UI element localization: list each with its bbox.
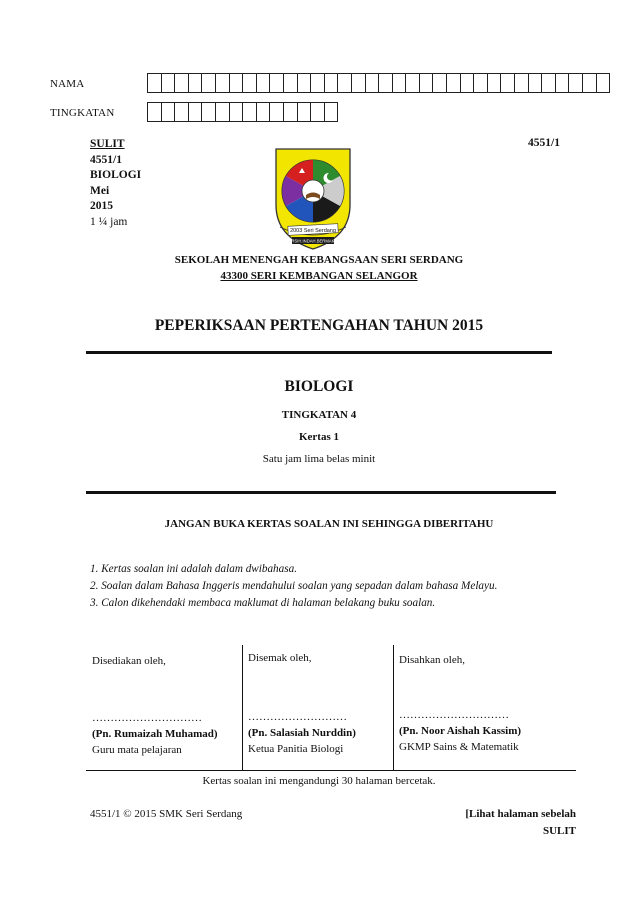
sig-role: Ketua Panitia Biologi xyxy=(248,743,344,755)
nama-boxes[interactable] xyxy=(147,73,610,93)
school-address: 43300 SERI KEMBANGAN SELANGOR xyxy=(220,270,418,282)
sig-dots: ………………………… xyxy=(399,709,509,721)
instruction-item: 2. Soalan dalam Bahasa Inggeris mendahului soalan yang sepadan dalam bahasa Melayu. xyxy=(90,580,498,592)
tingkatan-label: TINGKATAN xyxy=(50,107,115,119)
subject-title: BIOLOGI xyxy=(284,378,354,395)
year: 2015 xyxy=(90,200,113,212)
top-rule xyxy=(86,351,552,354)
signature-approver-lines xyxy=(399,707,521,755)
bottom-rule xyxy=(86,491,556,494)
sig-heading: Disemak oleh, xyxy=(248,652,312,664)
sig-role: Guru mata pelajaran xyxy=(92,744,182,756)
sulit-bottom: SULIT xyxy=(542,825,576,837)
paper-number: Kertas 1 xyxy=(298,431,339,443)
signature-approver xyxy=(399,652,465,668)
duration: Satu jam lima belas minit xyxy=(262,453,376,465)
header-right-code: 4551/1 xyxy=(528,137,560,149)
instructions-list xyxy=(90,561,497,612)
instruction-item: 3. Calon dikehendaki membaca maklumat di halaman belakang buku soalan. xyxy=(90,597,436,609)
sig-dots: ……………………… xyxy=(248,711,347,723)
school-name: SEKOLAH MENENGAH KEBANGSAAN SERI SERDANG xyxy=(174,254,464,266)
paper-code: 4551/1 xyxy=(90,153,122,166)
header-left xyxy=(90,137,141,230)
page-count: Kertas soalan ini mengandungi 30 halaman bercetak. xyxy=(202,775,436,787)
sig-role: GKMP Sains & Matematik xyxy=(399,741,519,753)
next-page-note: [Lihat halaman sebelah xyxy=(465,808,576,820)
exam-title: PEPERIKSAAN PERTENGAHAN TAHUN 2015 xyxy=(154,317,484,334)
sig-heading: Disahkan oleh, xyxy=(399,654,465,666)
logo-motto: BERSIH.INDAH.BERMAKNA xyxy=(285,238,341,244)
time-allowed: 1 ¼ jam xyxy=(90,215,128,228)
instruction-item: 1. Kertas soalan ini adalah dalam dwibahasa. xyxy=(90,563,297,575)
signature-preparer-lines xyxy=(92,710,218,758)
sig-dots: ………………………… xyxy=(92,712,202,724)
table-bottom xyxy=(86,770,576,771)
school-logo xyxy=(266,145,360,255)
sig-name: (Pn. Rumaizah Muhamad) xyxy=(92,728,218,740)
signature-checker xyxy=(248,650,312,666)
month: Mei xyxy=(90,184,110,197)
form-level: TINGKATAN 4 xyxy=(281,409,357,421)
sulit-top: SULIT xyxy=(90,138,125,150)
signature-preparer xyxy=(92,653,166,669)
subject-short: BIOLOGI xyxy=(90,169,142,181)
copyright: 4551/1 © 2015 SMK Seri Serdang xyxy=(90,808,243,820)
table-divider xyxy=(393,645,394,770)
sig-name: (Pn. Noor Aishah Kassim) xyxy=(399,725,522,737)
tingkatan-boxes[interactable] xyxy=(147,102,338,122)
sig-heading: Disediakan oleh, xyxy=(92,655,166,667)
warning-text: JANGAN BUKA KERTAS SOALAN INI SEHINGGA DIBERITAHU xyxy=(164,518,494,530)
signature-checker-lines xyxy=(248,709,356,757)
table-divider xyxy=(242,645,243,770)
sig-name: (Pn. Salasiah Nurddin) xyxy=(248,727,356,739)
logo-ribbon-text: 2003 Seri Serdang xyxy=(290,228,336,234)
nama-label: NAMA xyxy=(50,78,85,90)
